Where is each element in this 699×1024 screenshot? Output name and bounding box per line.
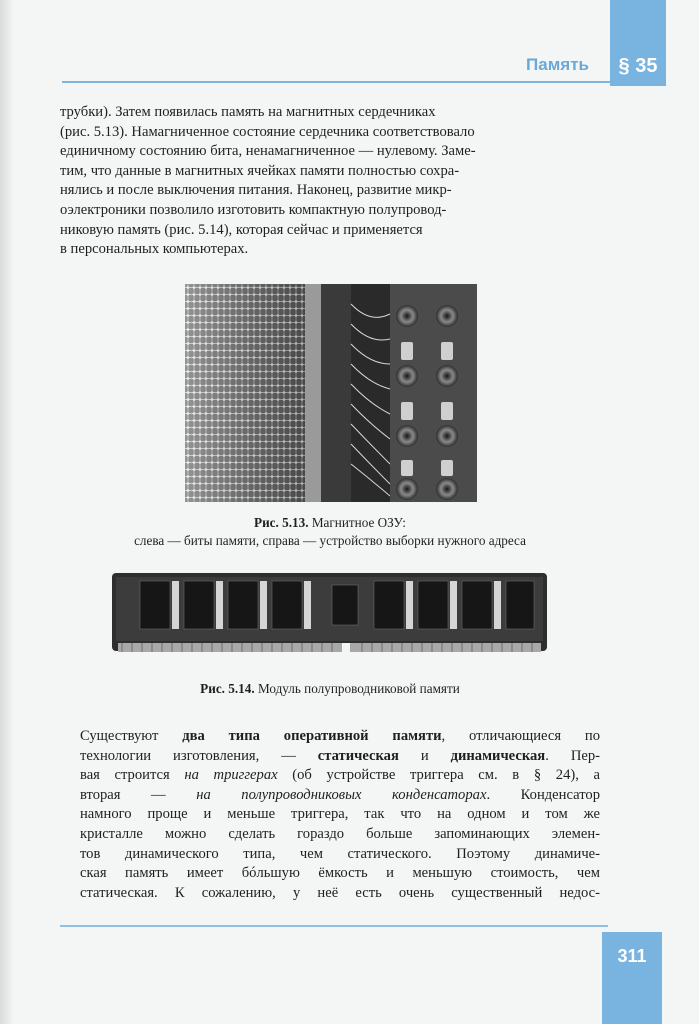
bold-term: два типа оперативной памяти xyxy=(182,728,442,744)
caption-title: Магнитное ОЗУ: xyxy=(311,515,406,530)
section-number-tab: § 35 xyxy=(610,0,666,86)
text-run: . Пер- xyxy=(545,747,600,764)
caption-title: Модуль полупроводниковой памяти xyxy=(257,681,460,696)
text-run: и xyxy=(398,747,451,764)
text-run: . Конденсатор xyxy=(486,786,600,803)
text-line: намного проще и меньше триггера, так что на одном и том же xyxy=(80,806,600,823)
text-line: в персональных компьютерах. xyxy=(60,241,249,258)
bold-term: статическая xyxy=(317,747,399,764)
text-line: трубки). Затем появилась память на магнитных сердечниках xyxy=(60,104,436,120)
text-line: тим, что данные в магнитных ячейках памяти полностью сохра- xyxy=(60,162,460,179)
caption-label: Рис. 5.13. xyxy=(254,515,309,530)
text-run: вторая — xyxy=(80,786,197,803)
page-number: 311 xyxy=(602,932,662,1024)
figure-5-14-caption xyxy=(40,680,620,698)
text-run: вая строится xyxy=(80,767,185,784)
text-line: единичному состоянию бита, ненамагниченное — нулевому. Заме- xyxy=(60,143,476,160)
text-line: тов динамического типа, чем статического. Поэтому динамиче- xyxy=(80,845,600,862)
footer-rule xyxy=(60,925,608,927)
memory-module-illustration xyxy=(112,571,547,660)
text-line: статическая. К сожалению, у неё есть очень существенный недос- xyxy=(80,884,600,901)
italic-term: на полупроводниковых конденсаторах xyxy=(196,786,487,803)
text-line xyxy=(80,727,600,747)
text-line: ская память имеет бóльшую ёмкость и меньшую стоимость, чем xyxy=(80,865,600,882)
caption-description: слева — биты памяти, справа — устройство выборки нужного адреса xyxy=(134,533,526,548)
italic-term: на триггерах xyxy=(184,767,278,784)
text-line: (рис. 5.13). Намагниченное состояние сердечника соответствовало xyxy=(60,123,475,140)
text-run: (об устройстве триггера см. в § 24), а xyxy=(277,767,600,784)
core-memory-illustration xyxy=(185,284,477,502)
caption-label: Рис. 5.14. xyxy=(200,681,255,696)
figure-5-13-caption xyxy=(40,514,620,550)
memory-module-photo xyxy=(112,571,547,660)
text-line xyxy=(80,747,600,767)
text-line: нялись и после выключения питания. Наконец, развитие микр- xyxy=(60,182,452,199)
text-run: , отличающиеся по xyxy=(441,728,601,744)
bold-term: динамическая xyxy=(450,747,546,764)
paragraph-1 xyxy=(60,103,606,260)
text-line xyxy=(80,766,600,786)
text-line xyxy=(80,786,600,806)
text-run: технологии изготовления, — xyxy=(80,747,318,764)
magnetic-core-memory-photo xyxy=(185,284,477,502)
text-line: кристалле можно сделать гораздо больше запоминающих элемен- xyxy=(80,825,600,842)
text-line: оэлектроники позволило изготовить компактную полупровод- xyxy=(60,201,447,218)
text-line: никовую память (рис. 5.14), которая сейчас и применяется xyxy=(60,221,423,238)
text-run: Существуют xyxy=(80,728,183,744)
header-rule xyxy=(62,81,610,83)
paragraph-2 xyxy=(80,727,600,903)
section-title: Память xyxy=(526,55,589,74)
page-edge-shadow xyxy=(0,0,14,1024)
